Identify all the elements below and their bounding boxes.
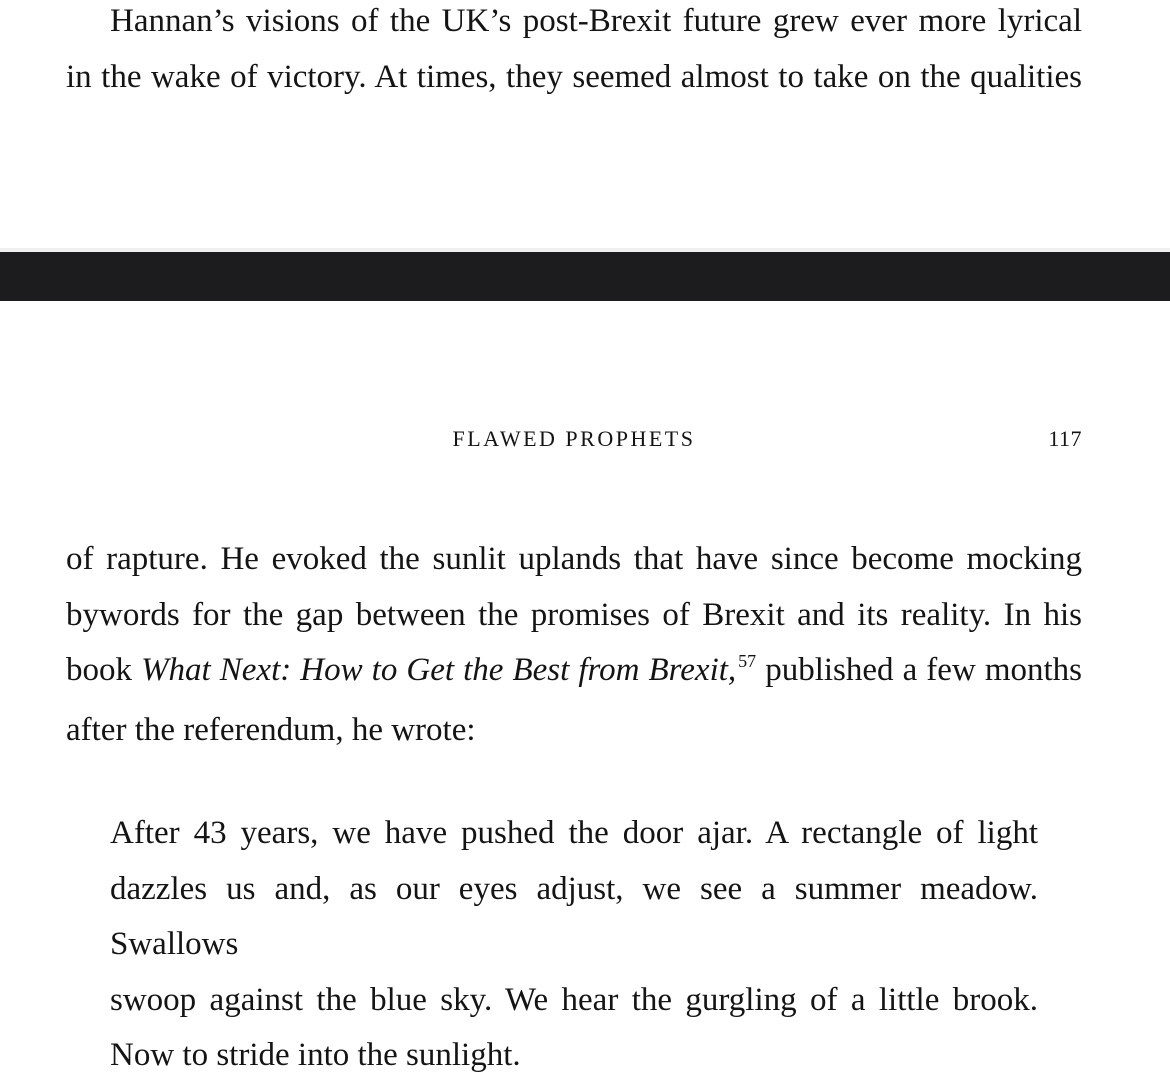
previous-page-paragraph — [66, 0, 1082, 105]
block-quote — [110, 806, 1038, 1084]
paragraph-line: in the wake of victory. At times, they seemed almost to take on the qualities — [66, 58, 1082, 95]
body-paragraph — [66, 532, 1082, 758]
page-divider-bar — [0, 252, 1170, 301]
paragraph-line: bywords for the gap between the promises of Brexit and its reality. In his — [66, 596, 1082, 633]
paragraph-text: book — [66, 652, 142, 688]
book-title: What Next: How to Get the Best from Brexit, — [141, 652, 737, 688]
paragraph-text: published a few months — [756, 652, 1083, 688]
quote-line: swoop against the blue sky. We hear the gurgling of a little brook. — [110, 981, 1038, 1018]
paragraph-line: Hannan’s visions of the UK’s post-Brexit future grew ever more lyrical — [110, 3, 1082, 39]
paragraph-line-with-citation — [66, 643, 1082, 703]
footnote-reference[interactable]: 57 — [738, 651, 757, 671]
paragraph-line: of rapture. He evoked the sunlit uplands that have since become mocking — [66, 541, 1082, 577]
quote-line: dazzles us and, as our eyes adjust, we see a summer meadow. Swallows — [110, 870, 1038, 962]
paragraph-line: after the referendum, he wrote: — [66, 711, 476, 748]
quote-line: After 43 years, we have pushed the door ajar. A rectangle of light — [110, 815, 1038, 851]
page-number: 117 — [1048, 426, 1082, 451]
running-head — [0, 426, 1170, 456]
running-head-title: FLAWED PROPHETS — [452, 426, 696, 451]
quote-line: Now to stride into the sunlight. — [110, 1037, 521, 1073]
